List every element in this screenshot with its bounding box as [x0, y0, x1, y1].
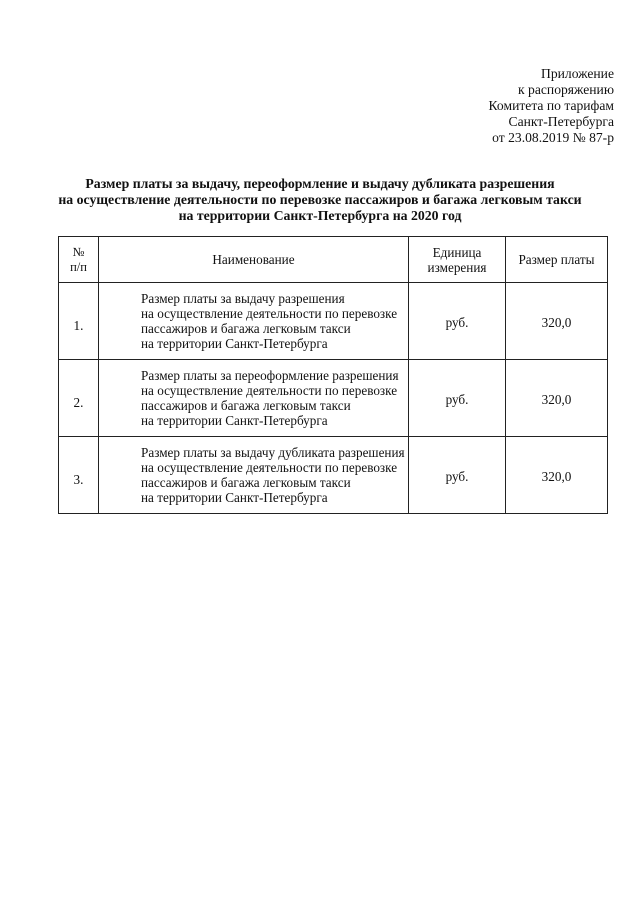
row-name-line: на осуществление деятельности по перевозке	[141, 306, 398, 321]
row-name-line: пассажиров и багажа легковым такси	[141, 398, 351, 413]
table-row	[59, 283, 608, 360]
row-name-line: на осуществление деятельности по перевозке	[141, 460, 398, 475]
row-price: 320,0	[541, 315, 572, 330]
row-name-line: пассажиров и багажа легковым такси	[141, 321, 351, 336]
row-unit: руб.	[445, 469, 469, 484]
table-row	[59, 437, 608, 514]
row-name-line: Размер платы за переоформление разрешения	[141, 368, 399, 383]
appendix-line: Приложение	[541, 66, 614, 81]
appendix-block	[314, 66, 614, 146]
appendix-line: Санкт-Петербурга	[508, 114, 614, 129]
header-unit	[409, 237, 506, 283]
row-price-cell	[506, 437, 608, 514]
title-line: Размер платы за выдачу, переоформление и выдачу дубликата разрешения	[85, 176, 555, 191]
document-title	[40, 176, 600, 224]
row-number-cell	[59, 360, 99, 437]
row-name-line: пассажиров и багажа легковым такси	[141, 475, 351, 490]
table-header-row	[59, 237, 608, 283]
row-number: 1.	[73, 318, 84, 333]
row-name-cell	[99, 360, 409, 437]
appendix-line: к распоряжению	[518, 82, 614, 97]
row-name-line: Размер платы за выдачу дубликата разрешения	[141, 445, 405, 460]
row-unit: руб.	[445, 315, 469, 330]
appendix-line: Комитета по тарифам	[488, 98, 614, 113]
table-row	[59, 360, 608, 437]
row-name-line: на территории Санкт-Петербурга	[141, 336, 328, 351]
title-line: на осуществление деятельности по перевозке пассажиров и багажа легковым такси	[58, 192, 582, 207]
row-name-cell	[99, 437, 409, 514]
row-price: 320,0	[541, 392, 572, 407]
header-unit-line2: измерения	[427, 259, 487, 275]
row-name-line: на осуществление деятельности по перевозке	[141, 383, 398, 398]
header-number-line2: п/п	[70, 259, 87, 274]
row-unit-cell	[409, 283, 506, 360]
header-name: Наименование	[99, 237, 409, 283]
appendix-date-line: от 23.08.2019 № 87-р	[492, 130, 614, 145]
header-unit-line1: Единица	[432, 244, 482, 260]
header-number	[59, 237, 99, 283]
row-price-cell	[506, 360, 608, 437]
row-unit-cell	[409, 437, 506, 514]
row-name-line: на территории Санкт-Петербурга	[141, 413, 328, 428]
row-number: 3.	[73, 472, 84, 487]
header-price: Размер платы	[506, 237, 608, 283]
row-number-cell	[59, 437, 99, 514]
row-unit-cell	[409, 360, 506, 437]
row-number-cell	[59, 283, 99, 360]
row-price: 320,0	[541, 469, 572, 484]
row-name-line: на территории Санкт-Петербурга	[141, 490, 328, 505]
row-number: 2.	[73, 395, 84, 410]
row-price-cell	[506, 283, 608, 360]
title-line: на территории Санкт-Петербурга на 2020 год	[178, 208, 462, 223]
row-unit: руб.	[445, 392, 469, 407]
header-number-line1: №	[72, 244, 85, 259]
row-name-line: Размер платы за выдачу разрешения	[141, 291, 345, 306]
fee-table	[58, 236, 608, 514]
row-name-cell	[99, 283, 409, 360]
